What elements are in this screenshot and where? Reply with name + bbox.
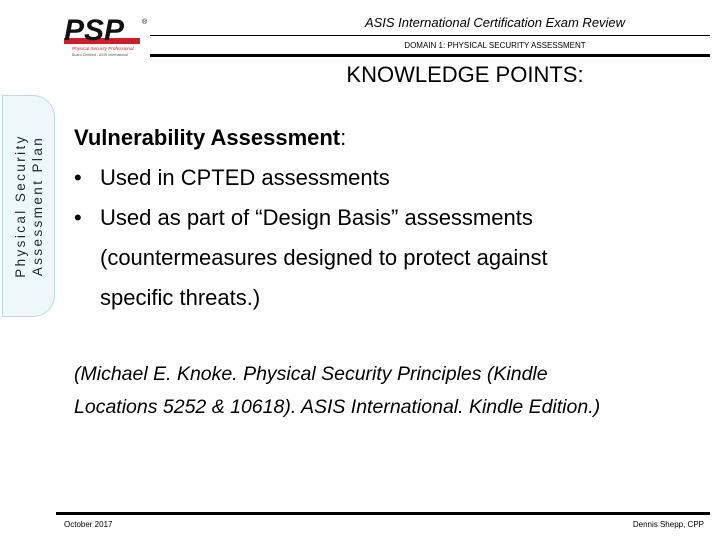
citation-line: (Michael E. Knoke. Physical Security Principles (Kindle: [74, 363, 548, 385]
content-title: Vulnerability Assessment: [74, 125, 341, 150]
logo-sub2: Board Certified - ASIS International: [72, 53, 128, 57]
side-tab-text: [12, 134, 46, 278]
bullet-line: • Used as part of “Design Basis” assessments: [100, 205, 533, 230]
psp-logo: [62, 12, 152, 60]
side-tab-line2: Assessment Plan: [29, 135, 45, 277]
content-body: [74, 118, 674, 318]
header-title: ASIS International Certification Exam Review: [364, 15, 626, 30]
content-title-row: [74, 118, 674, 158]
page-heading: KNOWLEDGE POINTS:: [346, 62, 584, 87]
header-divider-thick: [150, 54, 710, 57]
domain-label: DOMAIN 1: PHYSICAL SECURITY ASSESSMENT: [404, 41, 586, 50]
logo-text: PSP: [64, 14, 125, 47]
bullet-line: specific threats.): [100, 285, 261, 310]
bullet-line: (countermeasures designed to protect against: [100, 245, 548, 270]
svg-text:®: ®: [142, 19, 148, 26]
side-tab-line1: Physical Security: [12, 134, 28, 278]
citation-line: Locations 5252 & 10618). ASIS International. Kindle Edition.): [74, 396, 601, 418]
footer-divider: [56, 512, 710, 515]
citation: [74, 358, 694, 424]
footer-date: October 2017: [64, 520, 113, 529]
footer-author: Dennis Shepp, CPP: [632, 520, 704, 529]
logo-sub1: Physical Security Professional: [72, 46, 134, 51]
bullet-item: • Used in CPTED assessments: [74, 158, 674, 198]
header-divider-thin: [150, 35, 710, 36]
side-tab: [2, 95, 55, 317]
content-title-suffix: :: [340, 125, 347, 150]
bullet-item: [74, 198, 674, 318]
bullet-list: [74, 158, 674, 318]
